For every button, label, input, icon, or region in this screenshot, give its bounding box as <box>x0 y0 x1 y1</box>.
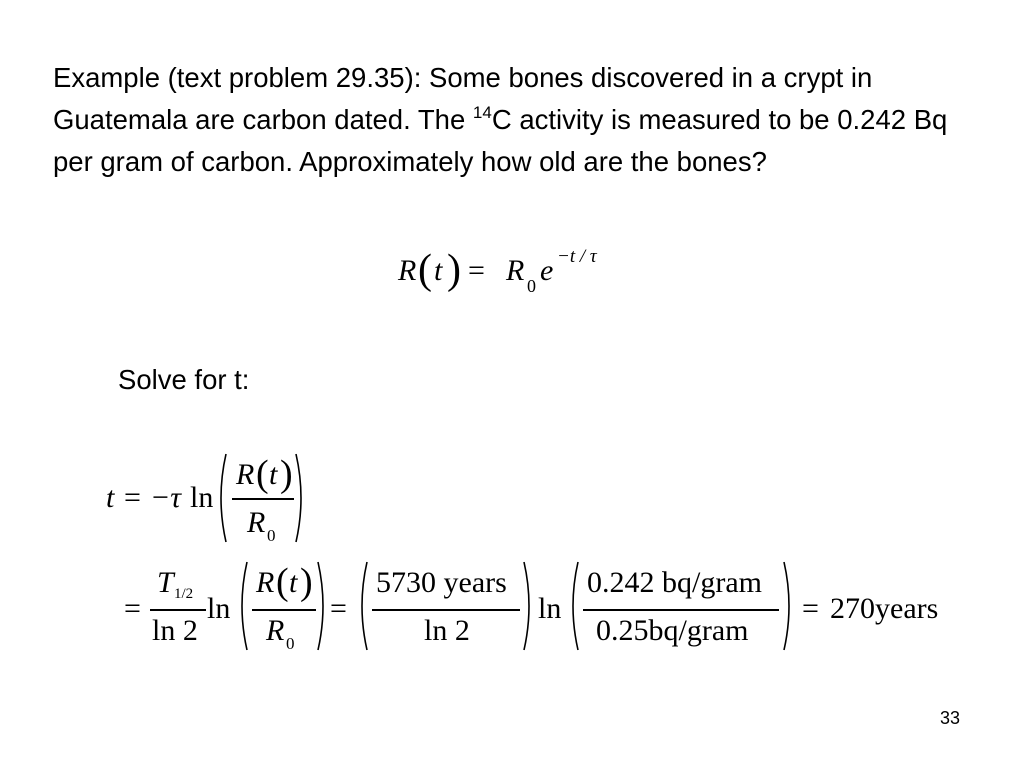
problem-text-before: Example (text problem 29.35): Some bones discovered in a crypt in Guatemala are carbon dated. The <box>53 62 873 135</box>
solve-label: Solve for t: <box>118 364 250 395</box>
eq2-fraction-line <box>232 498 294 500</box>
eq3-den-ln2: ln 2 <box>424 614 470 647</box>
eq3-equals: = <box>124 592 141 625</box>
eq3-T-sub: 1/2 <box>174 586 194 602</box>
eq3-num-lparen: ( <box>276 561 289 603</box>
eq3-ln2-den: ln 2 <box>152 614 198 647</box>
eq3-num-activity: 0.242 bq/gram <box>587 566 762 599</box>
eq3-T: T <box>157 566 174 599</box>
eq1-R0: R <box>506 254 525 287</box>
eq2-equals: = <box>124 481 141 514</box>
eq2-num-t: t <box>269 458 278 491</box>
eq2-num-R: R <box>236 458 255 491</box>
eq3-result: 270years <box>830 592 939 625</box>
eq1-sub0: 0 <box>527 276 536 296</box>
eq3-num-years: 5730 years <box>376 566 507 599</box>
eq3-frac1-line <box>150 609 206 611</box>
eq3-den-activity: 0.25bq/gram <box>596 614 749 647</box>
eq3-num-rparen: ) <box>300 561 313 603</box>
eq3-big-lparen-1 <box>235 560 249 652</box>
eq3-frac4-line <box>583 609 779 611</box>
eq2-big-lparen <box>214 452 228 544</box>
eq2-ln: ln <box>190 481 214 514</box>
eq3-big-rparen-3 <box>782 560 796 652</box>
eq3-big-rparen-1 <box>316 560 330 652</box>
page-number: 33 <box>940 708 961 728</box>
eq3-equals-2: = <box>330 592 347 625</box>
eq1-t: t <box>434 254 443 287</box>
eq1-R: R <box>398 254 417 287</box>
eq3-den-R: R <box>266 614 285 647</box>
eq3-den-sub: 0 <box>286 634 295 653</box>
eq2-den-R: R <box>247 506 266 539</box>
eq3-ln-2: ln <box>538 592 562 625</box>
eq1-rparen: ) <box>447 247 461 293</box>
eq1-lparen: ( <box>418 247 432 293</box>
eq3-big-lparen-3 <box>566 560 580 652</box>
eq1-equals: = <box>468 254 485 287</box>
eq3-num-t: t <box>289 566 298 599</box>
eq3-big-lparen-2 <box>355 560 369 652</box>
eq2-num-rparen: ) <box>280 453 293 495</box>
eq2-den-sub: 0 <box>267 526 276 545</box>
eq1-e: e <box>540 254 554 287</box>
eq3-big-rparen-2 <box>522 560 536 652</box>
eq3-num-R: R <box>256 566 275 599</box>
eq1-exponent: −t / τ <box>557 246 597 267</box>
eq3-frac3-line <box>372 609 520 611</box>
eq2-big-rparen <box>294 452 308 544</box>
eq3-equals-3: = <box>802 592 819 625</box>
eq3-frac2-line <box>252 609 316 611</box>
eq2-t: t <box>106 481 115 514</box>
eq2-num-lparen: ( <box>256 453 269 495</box>
isotope-superscript: 14 <box>472 103 492 122</box>
problem-statement <box>53 57 993 183</box>
problem-text-after: C activity is measured to be 0.242 Bq per gram of carbon. Approximately how old are the bones? <box>53 104 948 177</box>
eq2-minus-tau: −τ <box>150 481 181 514</box>
eq3-ln: ln <box>207 592 231 625</box>
